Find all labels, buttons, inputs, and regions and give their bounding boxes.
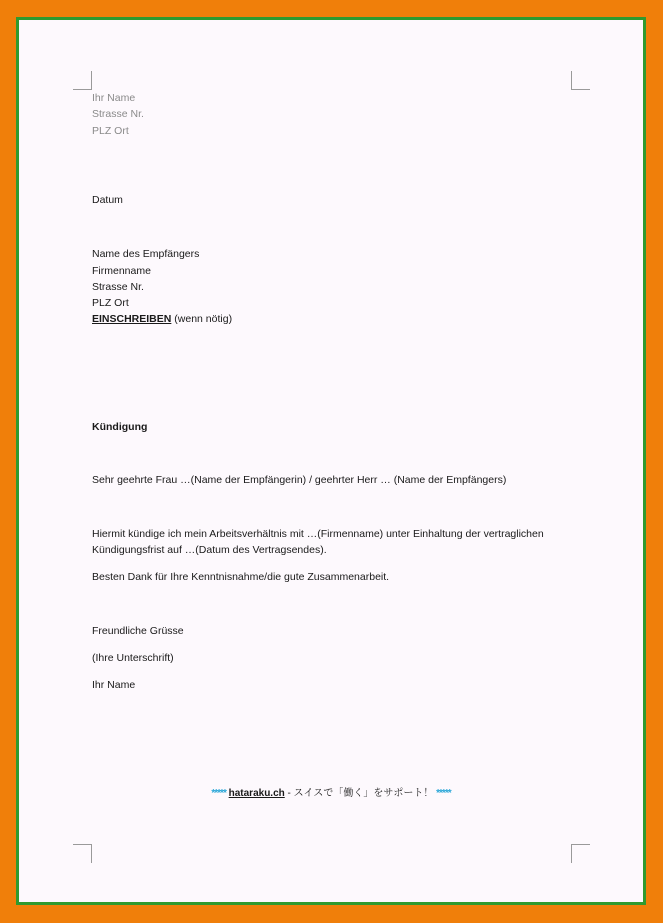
registered-label: EINSCHREIBEN <box>92 313 172 325</box>
crop-mark-bottom-left <box>73 844 92 863</box>
salutation: Sehr geehrte Frau …(Name der Empfängerin) / geehrter Herr … (Name der Empfängers) <box>92 474 507 486</box>
body-line-2: Kündigungsfrist auf …(Datum des Vertragsendes). <box>92 544 327 556</box>
crop-mark-top-left <box>73 71 92 90</box>
recipient-city: PLZ Ort <box>92 297 129 309</box>
letter-page <box>19 20 643 902</box>
subject: Kündigung <box>92 421 148 433</box>
sender-name: Ihr Name <box>92 92 136 104</box>
closing-greeting: Freundliche Grüsse <box>92 625 184 637</box>
body-thanks: Besten Dank für Ihre Kenntnisnahme/die gute Zusammenarbeit. <box>92 571 390 583</box>
closing-name: Ihr Name <box>92 679 136 691</box>
registered-note: (wenn nötig) <box>174 313 233 325</box>
footer <box>19 784 643 799</box>
footer-site-link[interactable]: hataraku.ch <box>228 788 285 799</box>
closing-signature: (Ihre Unterschrift) <box>92 652 174 664</box>
footer-tagline: - スイスで「働く」をサポート！ <box>284 788 434 799</box>
recipient-company: Firmenname <box>92 265 151 277</box>
footer-stars-left: ***** <box>211 788 226 799</box>
footer-stars-right: ***** <box>436 788 451 799</box>
crop-mark-bottom-right <box>571 844 590 863</box>
recipient-street: Strasse Nr. <box>92 281 144 293</box>
body-line-1: Hiermit kündige ich mein Arbeitsverhältnis mit …(Firmenname) unter Einhaltung der vertraglichen <box>92 528 544 540</box>
registered-line <box>92 311 232 327</box>
date-label: Datum <box>92 194 123 206</box>
sender-city: PLZ Ort <box>92 125 129 137</box>
recipient-name: Name des Empfängers <box>92 248 200 260</box>
crop-mark-top-right <box>571 71 590 90</box>
sender-street: Strasse Nr. <box>92 108 144 120</box>
